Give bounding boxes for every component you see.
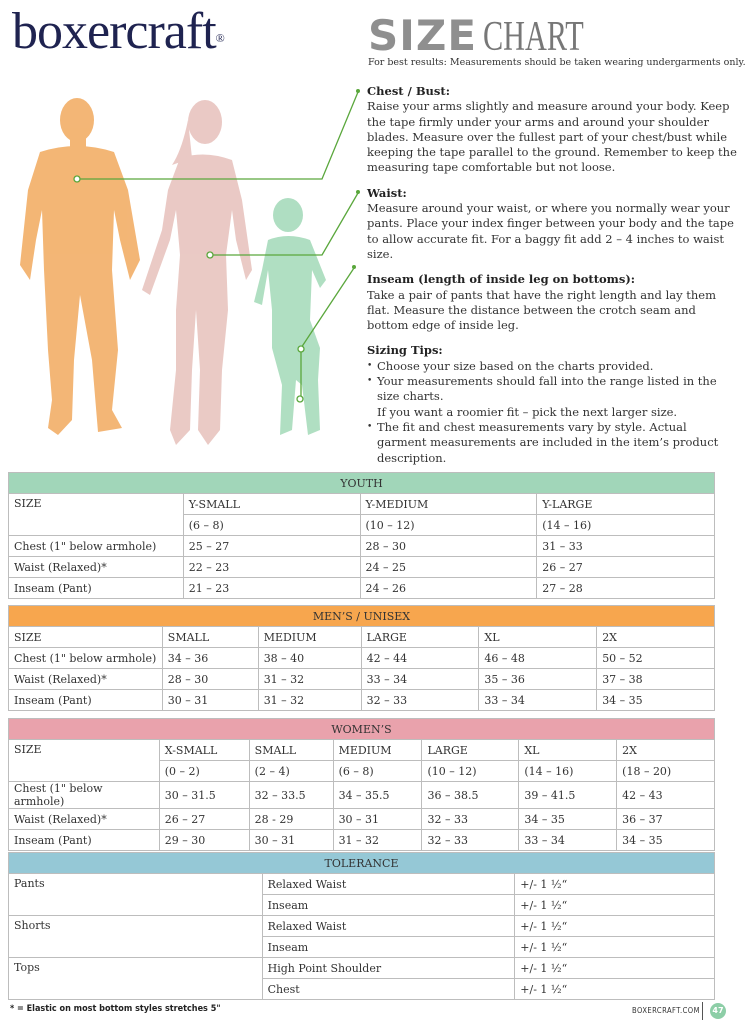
size-range: (10 – 12): [360, 515, 537, 536]
table-row: [9, 690, 715, 711]
tip-extra: If you want a roomier fit – pick the next larger size.: [377, 404, 678, 419]
size-header: X-SMALL: [159, 740, 249, 761]
cell-value: 30 – 31: [162, 690, 258, 711]
cell-value: 30 – 31: [333, 809, 422, 830]
cell-value: 46 – 48: [479, 648, 597, 669]
tip-item: • The fit and chest measurements vary by style. Actual garment measurements are included in the item’s product description.: [367, 420, 739, 466]
table-row: [9, 578, 715, 599]
mens-unisex-size-table: [8, 605, 715, 711]
tip-item: • Choose your size based on the charts provided.: [367, 359, 739, 374]
womens-table-title: WOMEN’S: [9, 719, 715, 740]
family-silhouettes-illustration: [0, 80, 370, 465]
cell-value: 30 – 31.5: [159, 782, 249, 809]
cell-value: 36 – 38.5: [422, 782, 519, 809]
cell-value: 33 – 34: [361, 669, 479, 690]
tolerance-value: +/- 1 ½“: [515, 895, 715, 916]
table-row: [9, 809, 715, 830]
size-range: (0 – 2): [159, 761, 249, 782]
cell-value: 31 – 32: [258, 690, 361, 711]
website-link[interactable]: BOXERCRAFT.COM: [632, 1006, 700, 1015]
man-silhouette-icon: [20, 98, 140, 435]
size-range: (2 – 4): [249, 761, 333, 782]
cell-value: 22 – 23: [183, 557, 360, 578]
size-header: 2X: [617, 740, 715, 761]
tolerance-value: +/- 1 ½“: [515, 979, 715, 1000]
cell-value: 37 – 38: [597, 669, 715, 690]
size-header: LARGE: [422, 740, 519, 761]
mens-table-title: MEN’S / UNISEX: [9, 606, 715, 627]
elastic-footnote: * = Elastic on most bottom styles stretches 5": [10, 1004, 221, 1014]
row-label: Waist (Relaxed)*: [9, 669, 163, 690]
tolerance-measure: Inseam: [262, 895, 515, 916]
size-range: (14 – 16): [519, 761, 617, 782]
size-header: Y-LARGE: [537, 494, 715, 515]
table-row: [9, 958, 715, 979]
chest-body: Raise your arms slightly and measure around your body. Keep the tape firmly under your arms and around your shoulder blades. Measure over the fullest part of your chest/bust while keeping the tape parallel to the ground. Remember to keep the measuring tape comfortable but not loose.: [367, 99, 737, 175]
size-header: MEDIUM: [258, 627, 361, 648]
cell-value: 50 – 52: [597, 648, 715, 669]
tolerance-category: Pants: [9, 874, 263, 916]
footer-divider: [702, 1002, 703, 1020]
cell-value: 26 – 27: [159, 809, 249, 830]
size-range: (10 – 12): [422, 761, 519, 782]
cell-value: 28 - 29: [249, 809, 333, 830]
cell-value: 29 – 30: [159, 830, 249, 851]
tolerance-measure: Inseam: [262, 937, 515, 958]
size-range: (18 – 20): [617, 761, 715, 782]
size-range: (6 – 8): [333, 761, 422, 782]
tip-item: • Your measurements should fall into the range listed in the size charts.: [367, 374, 739, 405]
cell-value: 24 – 26: [360, 578, 537, 599]
cell-value: 31 – 32: [333, 830, 422, 851]
size-header: Y-MEDIUM: [360, 494, 537, 515]
table-row: [9, 648, 715, 669]
table-row: [9, 916, 715, 937]
cell-value: 30 – 31: [249, 830, 333, 851]
tolerance-measure: Relaxed Waist: [262, 874, 515, 895]
size-label: SIZE: [9, 740, 160, 782]
youth-table-title: YOUTH: [9, 473, 715, 494]
tolerance-measure: Relaxed Waist: [262, 916, 515, 937]
cell-value: 33 – 34: [519, 830, 617, 851]
size-header: XL: [479, 627, 597, 648]
cell-value: 34 – 35: [519, 809, 617, 830]
tolerance-measure: Chest: [262, 979, 515, 1000]
cell-value: 27 – 28: [537, 578, 715, 599]
row-label: Waist (Relaxed)*: [9, 809, 160, 830]
row-label: Inseam (Pant): [9, 578, 184, 599]
brand-logo: [12, 3, 224, 60]
cell-value: 42 – 44: [361, 648, 479, 669]
tolerance-table-title: TOLERANCE: [9, 853, 715, 874]
waist-instructions: [367, 186, 739, 262]
cell-value: 34 – 36: [162, 648, 258, 669]
row-label: Waist (Relaxed)*: [9, 557, 184, 578]
tolerance-value: +/- 1 ½“: [515, 958, 715, 979]
table-row: [9, 536, 715, 557]
table-row: [9, 874, 715, 895]
cell-value: 34 – 35.5: [333, 782, 422, 809]
cell-value: 33 – 34: [479, 690, 597, 711]
subtitle: For best results: Measurements should be taken wearing undergarments only.: [368, 57, 746, 68]
size-label: SIZE: [9, 627, 163, 648]
woman-silhouette-icon: [142, 100, 252, 445]
cell-value: 24 – 25: [360, 557, 537, 578]
size-header: MEDIUM: [333, 740, 422, 761]
sizing-tips: [367, 343, 739, 465]
row-label: Chest (1" below armhole): [9, 536, 184, 557]
row-label: Inseam (Pant): [9, 690, 163, 711]
size-header: SMALL: [162, 627, 258, 648]
page-title: [368, 11, 623, 60]
cell-value: 38 – 40: [258, 648, 361, 669]
cell-value: 42 – 43: [617, 782, 715, 809]
size-header: LARGE: [361, 627, 479, 648]
inseam-instructions: [367, 272, 739, 333]
table-row: [9, 782, 715, 809]
tolerance-value: +/- 1 ½“: [515, 874, 715, 895]
row-label: Inseam (Pant): [9, 830, 160, 851]
page-number-badge: 47: [710, 1003, 726, 1019]
row-label: Chest (1" below armhole): [9, 782, 160, 809]
table-row: [9, 830, 715, 851]
sizing-tips-heading: Sizing Tips:: [367, 343, 443, 358]
tolerance-table: [8, 852, 715, 1000]
brand-name: boxercraft: [12, 3, 216, 60]
size-header: Y-SMALL: [183, 494, 360, 515]
size-header: SMALL: [249, 740, 333, 761]
chest-heading: Chest / Bust:: [367, 84, 450, 98]
table-row: [9, 557, 715, 578]
cell-value: 26 – 27: [537, 557, 715, 578]
chest-instructions: [367, 84, 739, 176]
tolerance-value: +/- 1 ½“: [515, 937, 715, 958]
title-chart: CHART: [483, 14, 584, 60]
cell-value: 35 – 36: [479, 669, 597, 690]
cell-value: 39 – 41.5: [519, 782, 617, 809]
cell-value: 32 – 33: [361, 690, 479, 711]
inseam-heading: Inseam (length of inside leg on bottoms):: [367, 272, 636, 287]
size-range: (14 – 16): [537, 515, 715, 536]
tolerance-measure: High Point Shoulder: [262, 958, 515, 979]
child-silhouette-icon: [254, 198, 326, 435]
cell-value: 32 – 33: [422, 809, 519, 830]
tolerance-category: Shorts: [9, 916, 263, 958]
waist-body: Measure around your waist, or where you normally wear your pants. Place your index finger between your body and the tape to allow accurate fit. For a baggy fit add 2 – 4 inches to waist size.: [367, 201, 734, 261]
cell-value: 32 – 33.5: [249, 782, 333, 809]
size-range: (6 – 8): [183, 515, 360, 536]
tolerance-category: Tops: [9, 958, 263, 1000]
cell-value: 28 – 30: [162, 669, 258, 690]
size-header: XL: [519, 740, 617, 761]
waist-heading: Waist:: [367, 185, 407, 200]
womens-size-table: [8, 718, 715, 851]
cell-value: 25 – 27: [183, 536, 360, 557]
youth-size-table: [8, 472, 715, 599]
size-label: SIZE: [9, 494, 184, 536]
cell-value: 34 – 35: [617, 830, 715, 851]
sizing-tips-list: [367, 359, 739, 466]
registered-mark: ®: [215, 31, 224, 45]
title-size: SIZE: [368, 11, 478, 60]
cell-value: 21 – 23: [183, 578, 360, 599]
inseam-body: Take a pair of pants that have the right length and lay them flat. Measure the distance between the crotch seam and bottom edge of inside leg.: [367, 287, 716, 333]
cell-value: 28 – 30: [360, 536, 537, 557]
cell-value: 31 – 32: [258, 669, 361, 690]
cell-value: 31 – 33: [537, 536, 715, 557]
cell-value: 32 – 33: [422, 830, 519, 851]
cell-value: 36 – 37: [617, 809, 715, 830]
leader-end-dots: [352, 89, 360, 269]
tolerance-value: +/- 1 ½“: [515, 916, 715, 937]
row-label: Chest (1" below armhole): [9, 648, 163, 669]
size-header: 2X: [597, 627, 715, 648]
measurement-instructions: [367, 84, 739, 466]
cell-value: 34 – 35: [597, 690, 715, 711]
table-row: [9, 669, 715, 690]
